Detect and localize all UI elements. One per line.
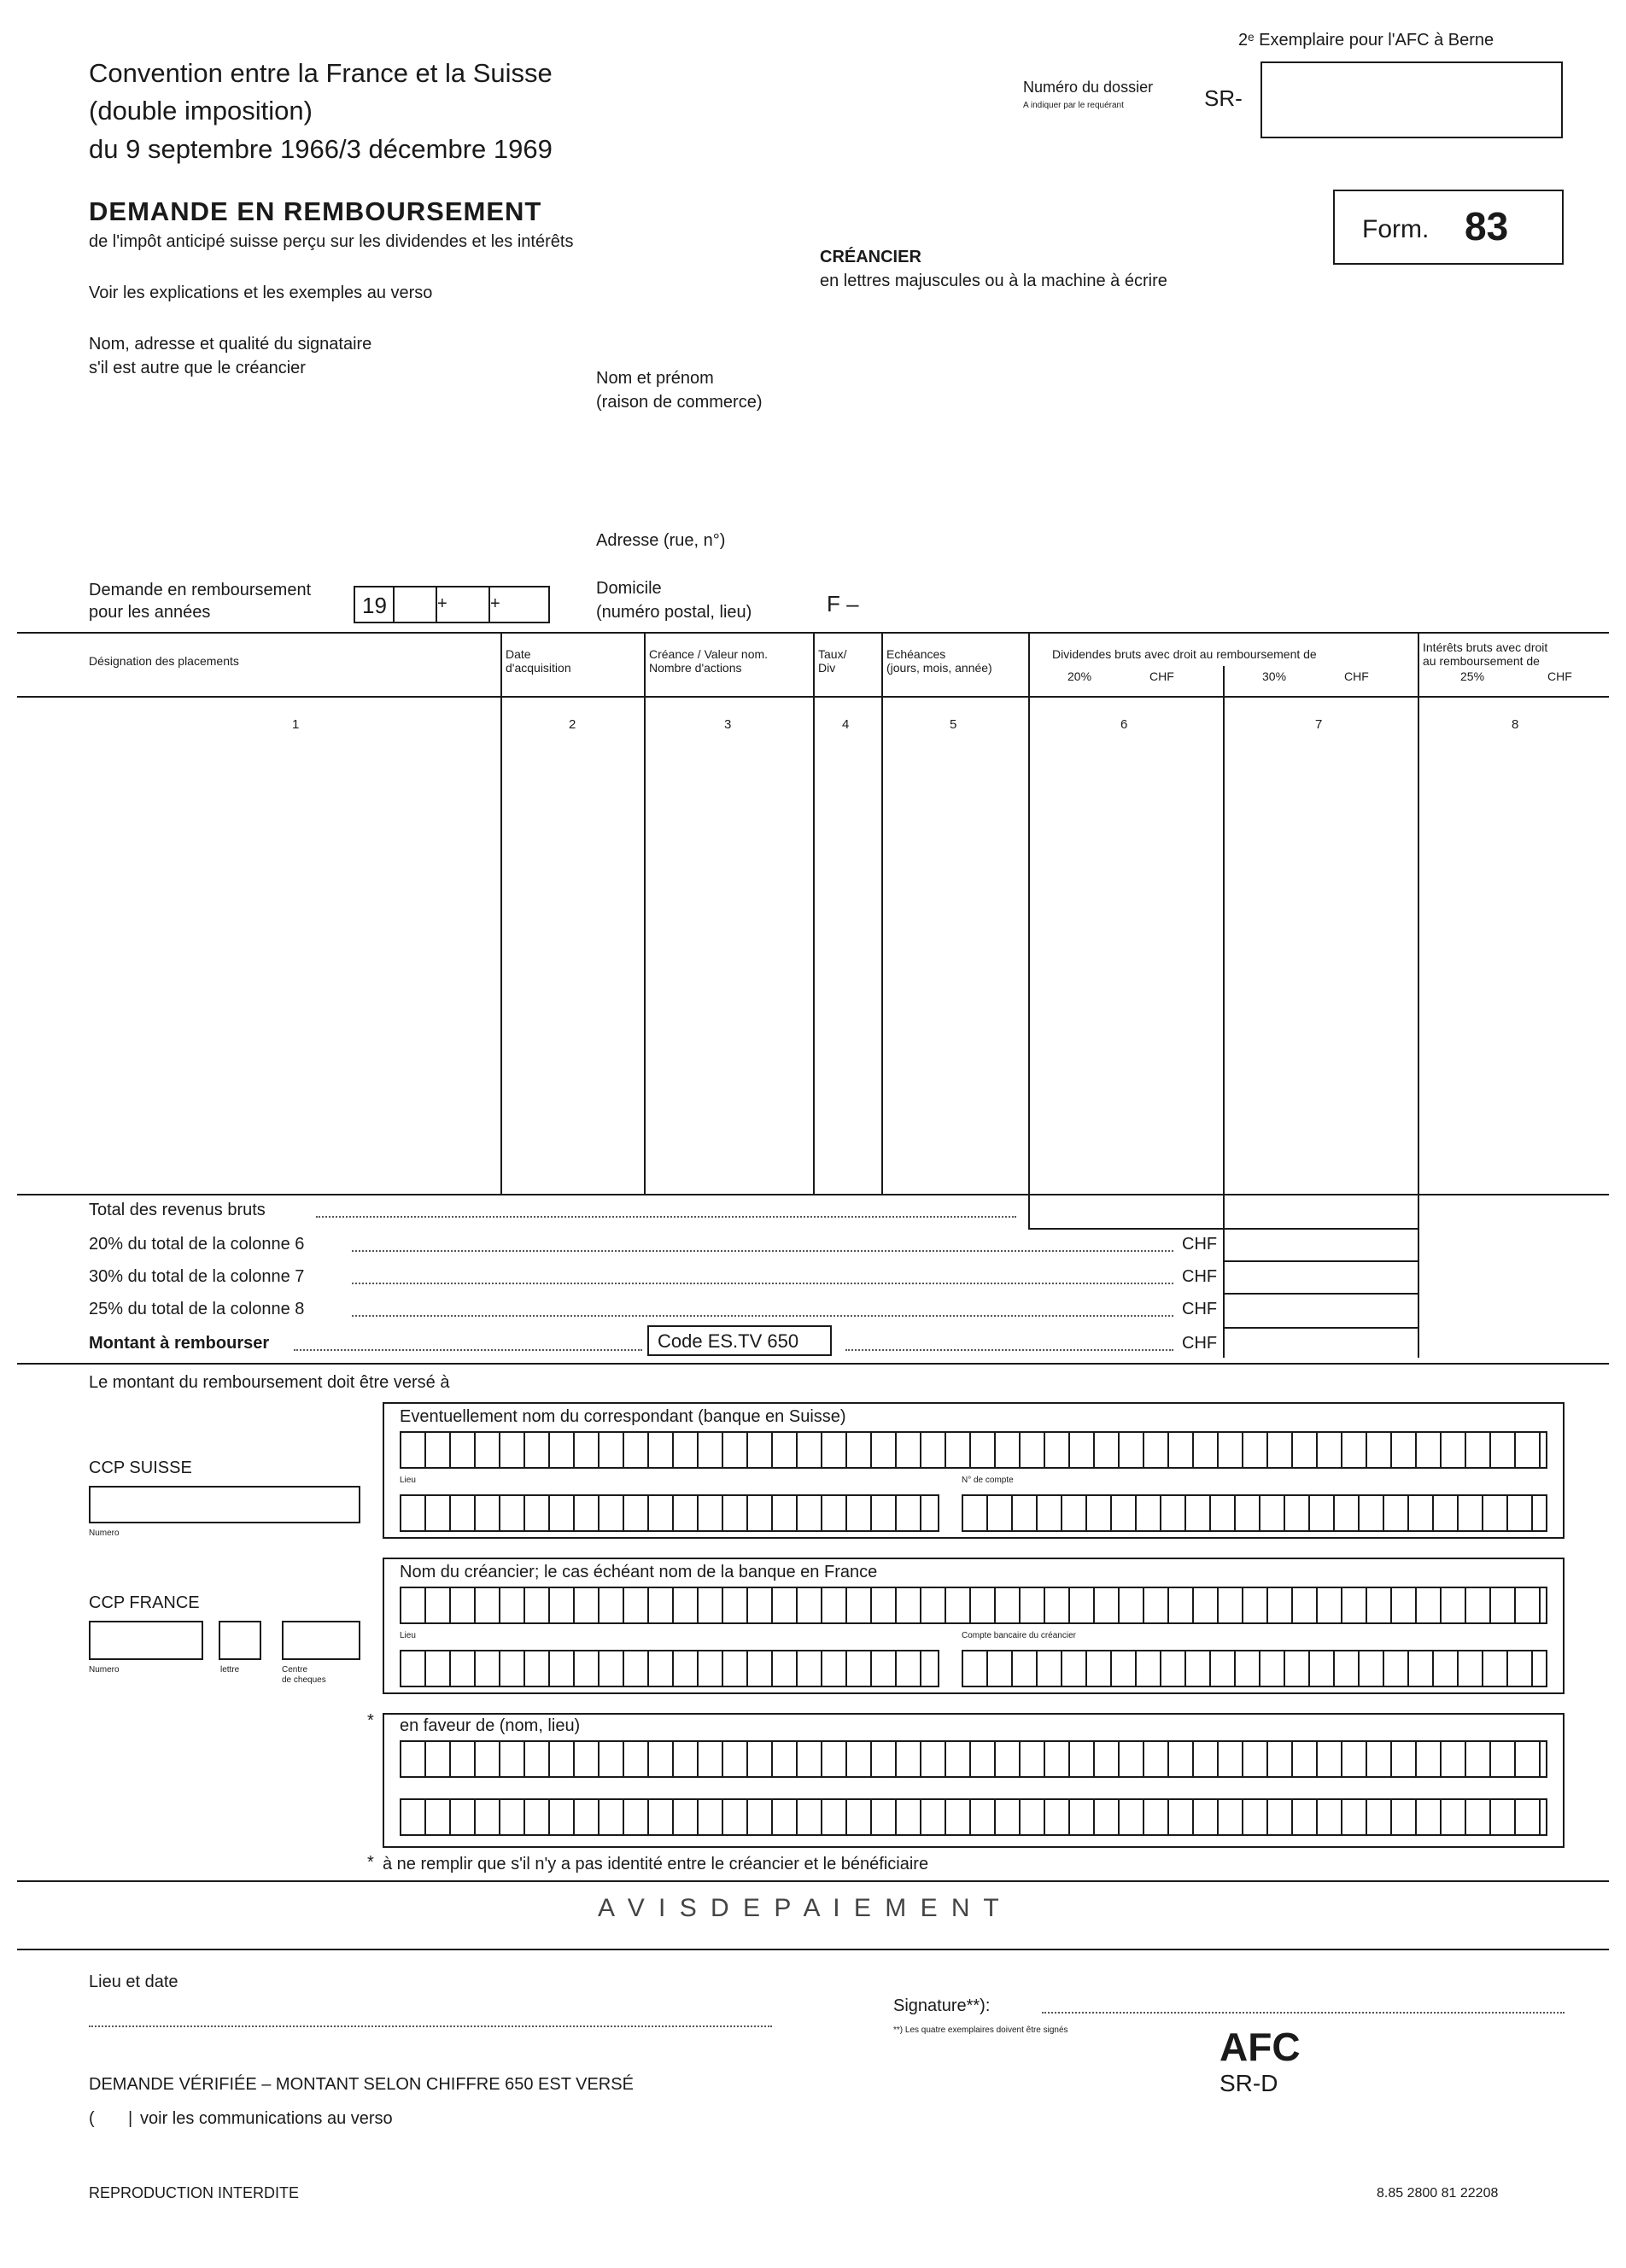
creditor-heading: CRÉANCIER (820, 248, 921, 266)
beneficiary-field-1[interactable] (400, 1740, 1547, 1778)
verify-checkbox-open[interactable]: ( (89, 2109, 95, 2128)
year-plus-1: + (437, 594, 447, 613)
ccp-france-number-label: Numero (89, 1665, 120, 1675)
col-header-maturity: Echéances (jours, mois, année) (886, 647, 992, 675)
beneficiary-note: à ne remplir que s'il n'y a pas identité entre le créancier et le bénéficiaire (383, 1855, 929, 1873)
years-label-2: pour les années (89, 603, 211, 622)
col-header-date: Date d'acquisition (506, 647, 571, 675)
gross-total-label: Total des revenus bruts (89, 1201, 266, 1219)
reproduction-notice: REPRODUCTION INTERDITE (89, 2184, 300, 2201)
col-number-3: 3 (724, 717, 732, 732)
ccp-france-number-field[interactable] (89, 1621, 203, 1660)
ccp-suisse-label: CCP SUISSE (89, 1458, 192, 1477)
country-prefix: F – (827, 591, 859, 617)
signatory-label-1: Nom, adresse et qualité du signataire (89, 335, 372, 354)
form-number: 83 (1465, 204, 1509, 248)
col-number-2: 2 (569, 717, 576, 732)
file-prefix: SR- (1204, 85, 1243, 111)
ccp-suisse-number-label: Numero (89, 1529, 120, 1538)
signature-label: Signature**): (893, 1996, 991, 2015)
code-box (647, 1325, 832, 1356)
col-header-claim: Créance / Valeur nom. Nombre d'actions (649, 647, 769, 675)
swiss-account-field[interactable] (962, 1494, 1547, 1532)
col-header-designation: Désignation des placements (89, 654, 239, 668)
signatory-label-2: s'il est autre que le créancier (89, 359, 306, 377)
col-header-dividends: Dividendes bruts avec droit au remboursement de (1052, 647, 1317, 661)
domicile-label-1: Domicile (596, 579, 662, 598)
years-field[interactable] (354, 586, 550, 623)
swiss-lieu-label: Lieu (400, 1476, 416, 1485)
see-explanations-note: Voir les explications et les exemples au verso (89, 284, 433, 302)
request-subheading: de l'impôt anticipé suisse perçu sur les dividendes et les intérêts (89, 232, 574, 251)
col-number-6: 6 (1120, 717, 1128, 732)
col-number-4: 4 (842, 717, 850, 732)
col-header-div-30-chf: CHF (1344, 669, 1369, 683)
correspondent-label: Eventuellement nom du correspondant (banque en Suisse) (400, 1407, 846, 1426)
years-prefix: 19 (362, 593, 387, 618)
pct20-label: 20% du total de la colonne 6 (89, 1235, 305, 1254)
col-number-8: 8 (1512, 717, 1519, 732)
years-label-1: Demande en remboursement (89, 581, 312, 599)
refund-label: Montant à rembourser (89, 1334, 270, 1353)
file-number-label: Numéro du dossier (1023, 79, 1154, 96)
domicile-label-2: (numéro postal, lieu) (596, 603, 752, 622)
pct30-label: 30% du total de la colonne 7 (89, 1267, 305, 1286)
place-date-label: Lieu et date (89, 1973, 178, 1991)
ccp-france-letter-field[interactable] (219, 1621, 261, 1660)
french-account-field[interactable] (962, 1650, 1547, 1687)
french-account-label: Compte bancaire du créancier (962, 1631, 1076, 1640)
col-header-interest-rate: 25% (1460, 669, 1485, 683)
title-line-3: du 9 septembre 1966/3 décembre 1969 (89, 134, 553, 164)
ccp-france-label: CCP FRANCE (89, 1593, 200, 1612)
ccp-france-centre-label: Centre de cheques (282, 1665, 326, 1685)
col-number-1: 1 (292, 717, 300, 732)
col-header-div-20-chf: CHF (1149, 669, 1174, 683)
year-plus-2: + (490, 594, 500, 613)
srd-stamp: SR-D (1220, 2070, 1278, 2096)
col-header-interest-1: Intérêts bruts avec droit (1423, 640, 1548, 654)
see-communications: voir les communications au verso (140, 2109, 393, 2128)
file-number-field[interactable] (1260, 61, 1563, 138)
col-number-5: 5 (950, 717, 957, 732)
payment-intro: Le montant du remboursement doit être versé à (89, 1373, 450, 1392)
col-header-rate: Taux/ Div (818, 647, 847, 675)
form-label: Form. (1362, 215, 1430, 243)
title-line-2: (double imposition) (89, 96, 313, 126)
name-label-2: (raison de commerce) (596, 393, 763, 412)
creditor-heading-sub: en lettres majuscules ou à la machine à écrire (820, 272, 1167, 290)
form-code: 8.85 2800 81 22208 (1377, 2186, 1499, 2201)
beneficiary-asterisk: * (367, 1711, 374, 1730)
col-header-div-20: 20% (1067, 669, 1092, 683)
code-label: Code ES.TV 650 (658, 1330, 799, 1352)
afc-stamp: AFC (1220, 2025, 1301, 2069)
request-heading: DEMANDE EN REMBOURSEMENT (89, 196, 542, 226)
col-number-7: 7 (1315, 717, 1323, 732)
col-header-div-30: 30% (1262, 669, 1287, 683)
form-number-box (1333, 190, 1564, 265)
file-number-sublabel: A indiquer par le requérant (1023, 101, 1124, 110)
ccp-france-centre-field[interactable] (282, 1621, 360, 1660)
pct20-chf: CHF (1182, 1235, 1218, 1254)
ccp-france-letter-label: lettre (220, 1665, 240, 1675)
french-lieu-field[interactable] (400, 1650, 939, 1687)
pct25-chf: CHF (1182, 1300, 1218, 1318)
correspondent-field[interactable] (400, 1431, 1547, 1469)
verified-text: DEMANDE VÉRIFIÉE – MONTANT SELON CHIFFRE 650 EST VERSÉ (89, 2075, 634, 2094)
address-label: Adresse (rue, n°) (596, 531, 726, 550)
creditor-bank-field[interactable] (400, 1587, 1547, 1624)
beneficiary-field-2[interactable] (400, 1798, 1547, 1836)
col-header-interest-chf: CHF (1547, 669, 1572, 683)
avis-de-paiement: A V I S D E P A I E M E N T (598, 1894, 1003, 1922)
swiss-account-label: N° de compte (962, 1476, 1014, 1485)
signature-note: **) Les quatre exemplaires doivent être signés (893, 2025, 1068, 2035)
french-lieu-label: Lieu (400, 1631, 416, 1640)
title-line-1: Convention entre la France et la Suisse (89, 58, 553, 88)
refund-chf: CHF (1182, 1334, 1218, 1353)
pct25-label: 25% du total de la colonne 8 (89, 1300, 305, 1318)
swiss-lieu-field[interactable] (400, 1494, 939, 1532)
pct30-chf: CHF (1182, 1267, 1218, 1286)
ccp-suisse-number-field[interactable] (89, 1486, 360, 1523)
creditor-bank-label: Nom du créancier; le cas échéant nom de la banque en France (400, 1563, 878, 1581)
col-header-interest-2: au remboursement de (1423, 654, 1540, 668)
beneficiary-note-asterisk: * (367, 1853, 374, 1872)
name-label-1: Nom et prénom (596, 369, 714, 388)
copy-note: 2ᵉ Exemplaire pour l'AFC à Berne (1238, 31, 1494, 50)
verify-checkbox-close: | (128, 2109, 133, 2128)
beneficiary-label: en faveur de (nom, lieu) (400, 1716, 581, 1735)
